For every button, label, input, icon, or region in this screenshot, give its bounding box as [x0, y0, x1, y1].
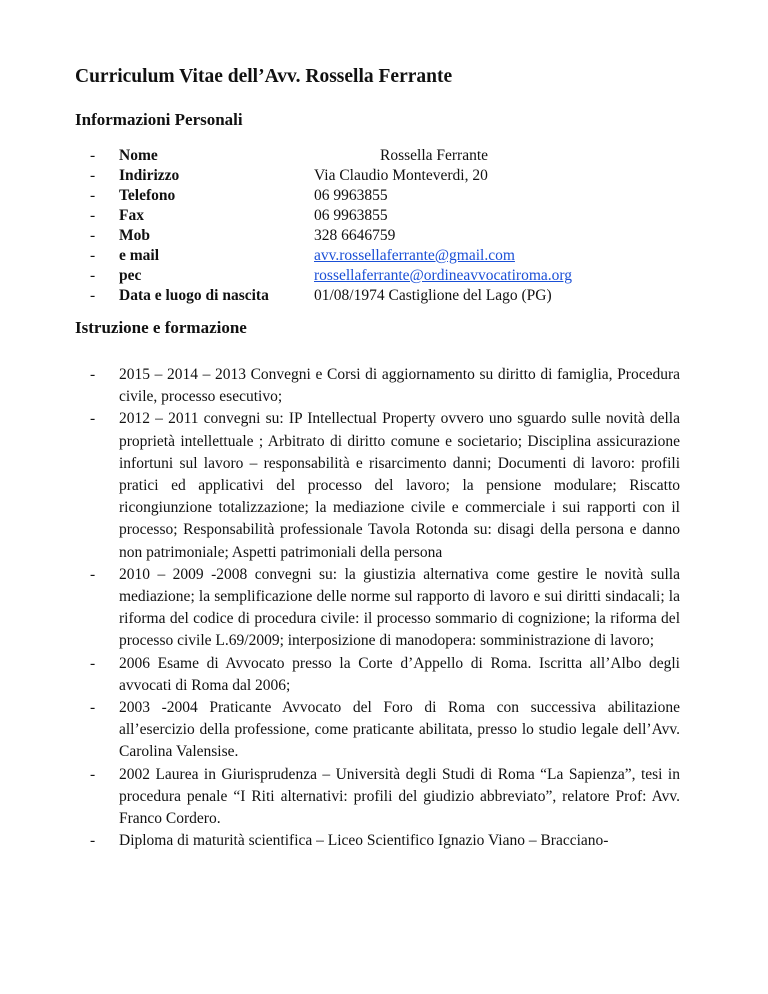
info-label-fax: Fax [119, 207, 144, 224]
pec-link[interactable]: rossellaferrante@ordineavvocatiroma.org [314, 267, 573, 284]
info-label-mobile: Mob [119, 227, 150, 244]
info-value-phone: 06 9963855 [314, 187, 388, 204]
info-value-address: Via Claudio Monteverdi, 20 [314, 167, 488, 184]
info-row-email [0, 246, 768, 266]
info-row-address [0, 166, 768, 186]
list-item [90, 764, 680, 831]
info-label-pec: pec [119, 267, 142, 284]
info-label-name: Nome [119, 147, 158, 164]
list-dash: - [90, 565, 96, 583]
info-label-phone: Telefono [119, 187, 176, 204]
info-row-pec [0, 266, 768, 286]
education-item-text: 2010 – 2009 -2008 convegni su: la giustizia alternativa come gestire le novità sulla mediazione; la semplificazione delle norme sul rapporto di lavoro e sui diritti sindacali; la riforma del codice di procedura civile: il processo sommario di cognizione; la riforma del processo civile L.69/2009; interposizione di manodopera: somministrazione di lavoro; [119, 565, 680, 650]
list-dash: - [90, 765, 96, 783]
info-label-address: Indirizzo [119, 167, 180, 184]
info-label-email: e mail [119, 247, 160, 264]
education-item-text: Diploma di maturità scientifica – Liceo Scientifico Ignazio Viano – Bracciano- [119, 832, 609, 850]
list-dash: - [90, 207, 96, 224]
list-dash: - [90, 167, 96, 184]
info-row-birth [0, 286, 768, 306]
info-value-mobile: 328 6646759 [314, 227, 396, 244]
list-item [90, 653, 680, 697]
info-value-name: Rossella Ferrante [380, 147, 489, 164]
document-title: Curriculum Vitae dell’Avv. Rossella Ferrante [75, 66, 453, 87]
list-dash: - [90, 366, 96, 383]
info-value-birth: 01/08/1974 Castiglione del Lago (PG) [314, 287, 552, 304]
list-dash: - [90, 267, 96, 284]
list-dash: - [90, 410, 96, 428]
education-item-text: 2006 Esame di Avvocato presso la Corte d’Appello di Roma. Iscritta all’Albo degli avvocati di Roma dal 2006; [119, 654, 680, 694]
email-link[interactable]: avv.rossellaferrante@gmail.com [314, 247, 515, 264]
info-label-birth: Data e luogo di nascita [119, 287, 269, 304]
list-item [90, 697, 680, 764]
education-item-text: 2012 – 2011 convegni su: IP Intellectual Property ovvero uno sguardo sulle novità della proprietà intellettuale ; Arbitrato di diritto comune e societario; Disciplina assicurazione infortuni sul lavoro – responsabilità e risarcimento danni; Documenti di lavoro: profili pratici ed applicativi del processo del lavoro; la pensione modulare; Riscatto ricongiunzione totalizzazione; la mediazione civile e commerciale i sui rapporti con il processo; Responsabilità professionale Tavola Rotonda su: disagi della persona e danno non patrimoniale; Aspetti patrimoniali della persona [119, 410, 680, 561]
list-dash: - [90, 187, 96, 204]
list-item [90, 830, 680, 852]
list-item [90, 364, 680, 408]
list-dash: - [90, 654, 96, 672]
list-item [90, 408, 680, 563]
education-list [90, 364, 680, 852]
education-heading: Istruzione e formazione [75, 318, 247, 337]
education-item-text: 2002 Laurea in Giurisprudenza – Università degli Studi di Roma “La Sapienza”, tesi in procedura penale “I Riti alternativi: profili del giudizio abbreviato”, relatore Prof: Avv. Franco Cordero. [119, 765, 680, 828]
info-value-fax: 06 9963855 [314, 207, 388, 224]
list-dash: - [90, 147, 96, 164]
info-row-name [0, 146, 768, 166]
list-item [90, 564, 680, 653]
list-dash: - [90, 227, 96, 244]
list-dash: - [90, 699, 96, 717]
education-item-text: 2003 -2004 Praticante Avvocato del Foro di Roma con successiva abilitazione all’esercizio della professione, come praticante abilitata, presso lo studio legale dell’Avv. Carolina Valensise. [119, 699, 680, 761]
info-row-mobile [0, 226, 768, 246]
list-dash: - [90, 247, 96, 264]
info-row-phone [0, 186, 768, 206]
education-item-text: 2015 – 2014 – 2013 Convegni e Corsi di aggiornamento su diritto di famiglia, Procedura civile, processo esecutivo; [119, 366, 680, 406]
list-dash: - [90, 287, 96, 304]
list-dash: - [90, 832, 96, 850]
personal-info-heading: Informazioni Personali [75, 110, 243, 129]
info-row-fax [0, 206, 768, 226]
